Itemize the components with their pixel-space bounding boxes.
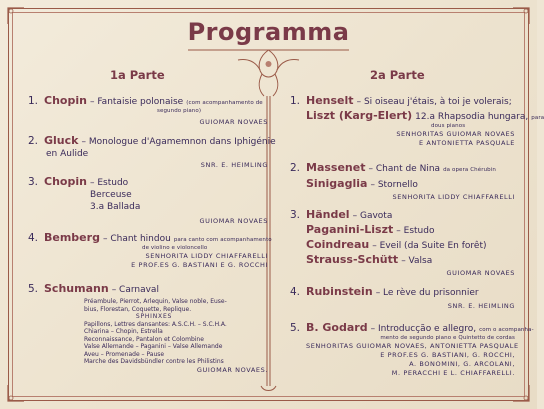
performer: GUIOMAR NOVAES xyxy=(199,217,268,225)
composer-name: Sinigaglia xyxy=(306,177,368,190)
movement-list: Valse Allemande – Paganini – Valse Allemande xyxy=(84,343,223,350)
left-heading: 1a Parte xyxy=(110,68,165,82)
work-title: 12.a Rhapsodia hungara, xyxy=(415,112,529,122)
composer-name: Paganini-Liszt xyxy=(306,223,394,236)
performer: SENHORITA LIDDY CHIAFFARELLI xyxy=(145,252,268,260)
work-note: para canto com acompanhamento xyxy=(173,237,272,243)
composer-name: Henselt xyxy=(306,94,354,107)
work-title: – Carnaval xyxy=(111,285,159,295)
composer-name: Massenet xyxy=(306,161,366,174)
performer: GUIOMAR NOVAES xyxy=(199,118,268,126)
work-title: – Eveil (da Suite En forêt) xyxy=(372,241,487,251)
corner-ornament-br xyxy=(510,382,532,404)
composer-name: Coindreau xyxy=(306,238,370,251)
work-note: segundo piano) xyxy=(157,108,202,114)
composer-name: Chopin xyxy=(44,175,87,188)
work-title: – Si oiseau j'étais, à toi je volerais; xyxy=(356,97,512,107)
work-title: – Stornello xyxy=(370,180,418,190)
composer-name: Gluck xyxy=(44,134,79,147)
movement-list: Aveu – Promenade – Pause xyxy=(84,350,165,358)
composer-name: Rubinstein xyxy=(306,285,373,298)
item-number: 1. xyxy=(290,95,301,107)
item-number: 5. xyxy=(290,322,301,334)
item-number: 1. xyxy=(28,95,39,107)
composer-name: B. Godard xyxy=(306,321,368,334)
work-title: – Fantaisie polonaise xyxy=(89,97,184,107)
performer: GUIOMAR NOVAES. xyxy=(196,365,268,374)
movement-list: Papillons, Lettres dansantes: A.S.C.H. – S.C.H.A. xyxy=(84,320,227,328)
right-heading: 2a Parte xyxy=(370,68,425,82)
work-title: en Aulide xyxy=(46,149,89,159)
work-title: – Introducção e allegro, xyxy=(370,324,477,334)
performer: SENHORITAS GUIOMAR NOVAES, ANTONIETTA PASQUALE xyxy=(306,342,519,350)
performer: GUIOMAR NOVAES xyxy=(446,269,515,277)
item-number: 4. xyxy=(28,232,39,244)
work-title: – Estudo xyxy=(396,226,435,236)
performer: E PROF.ES G. BASTIANI, G. ROCCHI, xyxy=(380,351,515,359)
work-note: (com acompanhamento de xyxy=(186,100,263,106)
performer: SNR. E. HEIMLING xyxy=(200,161,268,169)
performer: M. PERACCHI E L. CHIAFFARELLI. xyxy=(391,369,515,377)
performer: SNR. E. HEIMLING xyxy=(447,302,515,310)
item-number: 5. xyxy=(28,283,39,295)
composer-name: Bemberg xyxy=(44,231,100,244)
movement-list: Chiarina – Chopin, Estrella xyxy=(84,328,163,335)
work-note: de violino e violoncello xyxy=(142,245,208,251)
item-number: 4. xyxy=(290,286,301,298)
page-title: Programma xyxy=(187,18,350,46)
work-title: – Le rève du prisonnier xyxy=(375,288,479,298)
work-title: – Monologue d'Agamemnon dans Iphigénie xyxy=(81,137,276,147)
work-title: – Gavota xyxy=(352,211,393,221)
work-note: dous pianos xyxy=(431,123,466,129)
performer: SENHORITA LIDDY CHIAFFARELLI xyxy=(392,193,515,201)
composer-name: Chopin xyxy=(44,94,87,107)
movement-list: Préambule, Pierrot, Arlequin, Valse noble, Euse- xyxy=(84,298,227,305)
performer: E PROF.ES G. BASTIANI E G. ROCCHI xyxy=(131,261,268,269)
item-number: 2. xyxy=(28,135,39,147)
item-number: 3. xyxy=(290,209,301,221)
movement-list: Reconnaissance, Pantalon et Colombine xyxy=(84,335,204,343)
work-title: – Estudo xyxy=(89,178,129,188)
composer-name: Händel xyxy=(306,208,350,221)
performer: A. BONOMINI, G. ARCOLANI, xyxy=(409,360,515,368)
work-title: – Chant hindou xyxy=(102,234,171,244)
work-title: 3.a Ballada xyxy=(90,202,141,212)
work-note: da opera Chérubin xyxy=(443,167,496,173)
movement-list: SPHINXES xyxy=(135,313,173,320)
work-note: para xyxy=(531,115,544,121)
composer-name: Liszt (Karg-Elert) xyxy=(306,109,413,122)
composer-name: Strauss-Schütt xyxy=(306,253,399,266)
item-number: 3. xyxy=(28,176,39,188)
composer-name: Schumann xyxy=(44,282,109,295)
corner-ornament-bl xyxy=(5,382,27,404)
work-title: Berceuse xyxy=(90,190,132,200)
work-note: com o acompanha- xyxy=(479,327,534,333)
work-note: mento de segundo piano e Quintetto de cordas xyxy=(380,335,515,341)
work-title: – Chant de Nina xyxy=(368,164,441,174)
work-title: – Valsa xyxy=(401,256,433,266)
performer: E ANTONIETTA PASQUALE xyxy=(418,139,515,147)
performer: SENHORITAS GUIOMAR NOVAES xyxy=(396,130,515,138)
item-number: 2. xyxy=(290,162,301,174)
movement-list: Marche des Davidsbündler contre les Philistins xyxy=(84,358,224,365)
movement-list: bius, Florestan, Coquette, Replique. xyxy=(84,305,192,313)
